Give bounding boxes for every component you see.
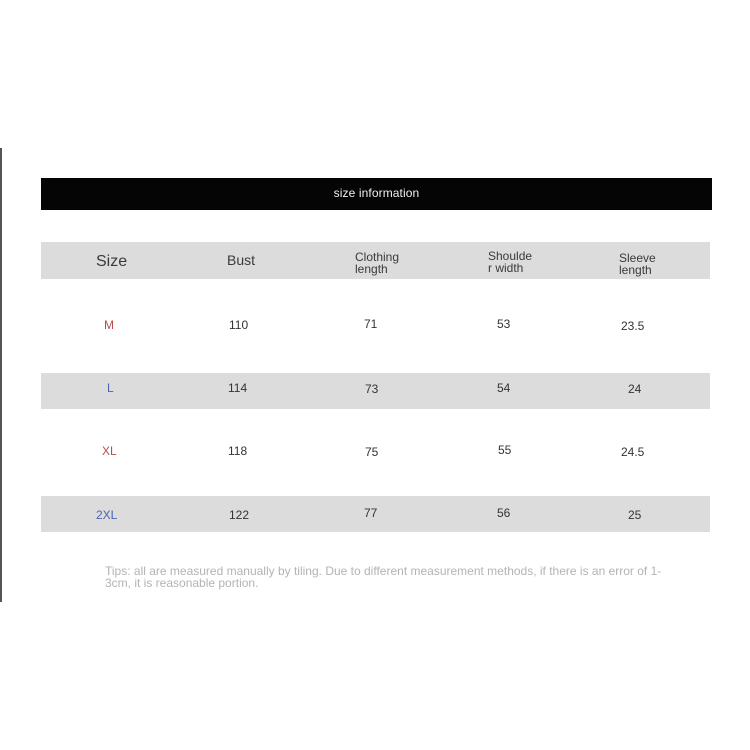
shoulder-width-cell: 54 bbox=[497, 381, 511, 395]
tips-line-2: 3cm, it is reasonable portion. bbox=[105, 576, 259, 590]
size-cell: XL bbox=[102, 444, 117, 458]
clothing-length-cell: 73 bbox=[365, 382, 379, 396]
size-information-banner bbox=[41, 178, 712, 210]
header-clothing-length-line1: Clothing bbox=[355, 250, 400, 264]
header-bust: Bust bbox=[227, 252, 256, 268]
left-border-line bbox=[0, 148, 2, 602]
header-clothing-length-line2: length bbox=[355, 262, 388, 276]
sleeve-length-cell: 24.5 bbox=[621, 445, 645, 459]
bust-cell: 110 bbox=[229, 318, 249, 332]
sleeve-length-cell: 25 bbox=[628, 508, 642, 522]
size-cell: L bbox=[107, 381, 114, 395]
shoulder-width-cell: 55 bbox=[498, 443, 512, 457]
table-row bbox=[41, 433, 710, 473]
sleeve-length-cell: 23.5 bbox=[621, 319, 645, 333]
clothing-length-cell: 77 bbox=[364, 506, 378, 520]
header-shoulder-width-line1: Shoulde bbox=[488, 249, 533, 263]
banner-title: size information bbox=[333, 186, 420, 200]
clothing-length-cell: 75 bbox=[365, 445, 379, 459]
sleeve-length-cell: 24 bbox=[628, 382, 642, 396]
size-cell: 2XL bbox=[96, 508, 118, 522]
clothing-length-cell: 71 bbox=[364, 317, 378, 331]
header-size: Size bbox=[96, 253, 128, 270]
measurement-tips bbox=[105, 565, 685, 589]
tips-line-1: Tips: all are measured manually by tiling. Due to different measurement methods, if there is an error of 1- bbox=[105, 564, 662, 578]
bust-cell: 118 bbox=[228, 444, 248, 458]
header-sleeve-length-line1: Sleeve bbox=[619, 251, 656, 265]
size-cell: M bbox=[104, 318, 114, 332]
table-row bbox=[41, 373, 710, 409]
table-row bbox=[41, 496, 710, 532]
header-shoulder-width-line2: r width bbox=[488, 261, 524, 275]
header-sleeve-length-line2: length bbox=[619, 263, 652, 277]
table-row bbox=[41, 305, 710, 345]
table-header-row bbox=[41, 242, 710, 279]
shoulder-width-cell: 56 bbox=[497, 506, 511, 520]
bust-cell: 114 bbox=[228, 381, 248, 395]
bust-cell: 122 bbox=[229, 508, 250, 522]
shoulder-width-cell: 53 bbox=[497, 317, 511, 331]
